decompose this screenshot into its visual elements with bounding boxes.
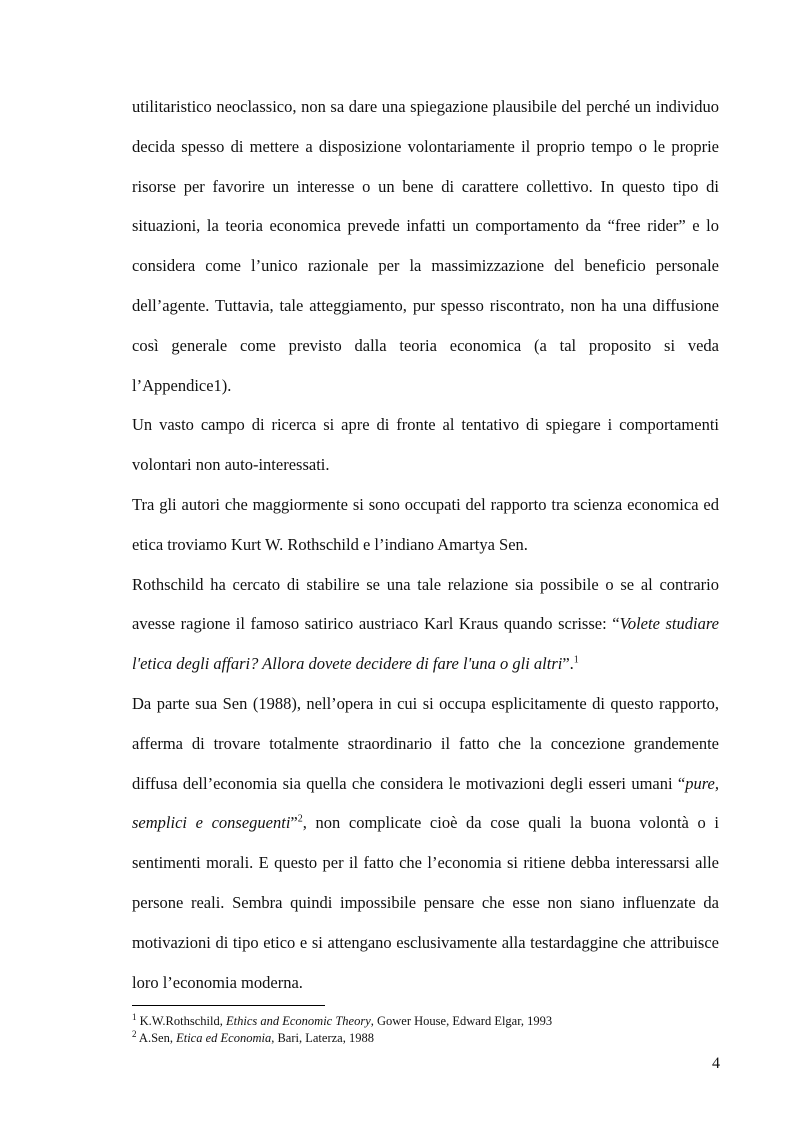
footnote-1-publisher: , Gower House, Edward Elgar, 1993 [370,1014,553,1028]
paragraph-5-rest: , non complicate cioè da cose quali la buona volontà o i sentimenti morali. E questo per il fatto che l’economia si ritiene debba interessarsi alle persone reali. Sembra quindi impossibile pensare che esse non siano influenzate da motivazioni di tipo etico e si attengano esclusivamente alla testardaggine che attribuisce loro l’economia moderna. [132,813,719,992]
footnote-ref-2[interactable]: 2 [297,813,303,825]
footnote-2-number: 2 [132,1028,137,1039]
footnote-1 [132,1013,719,1030]
kraus-quote: Volete studiare l'etica degli affari? Allora dovete decidere di fare l'una o gli altri [132,614,719,674]
footnote-2-publisher: , Bari, Laterza, 1988 [271,1031,374,1045]
paragraph-4 [132,565,719,684]
footnote-separator [132,1005,325,1006]
paragraph-3: Tra gli autori che maggiormente si sono occupati del rapporto tra scienza economica ed etica troviamo Kurt W. Rothschild e l’indiano Amartya Sen. [132,494,719,554]
footnotes [132,1013,719,1047]
page-number: 4 [712,1055,720,1072]
paragraph-1: utilitaristico neoclassico, non sa dare una spiegazione plausibile del perché un individuo decida spesso di mettere a disposizione volontariamente il proprio tempo o le proprie risorse per favorire un interesse o un bene di carattere collettivo. In questo tipo di situazioni, la teoria economica prevede infatti un comportamento da “free rider” e lo considera come l’unico razionale per la massimizzazione del beneficio personale dell’agente. Tuttavia, tale atteggiamento, pur spesso riscontrato, non ha una diffusione così generale come previsto dalla teoria economica (a tal proposito si veda l’Appendice1). [132,97,719,395]
paragraph-2: Un vasto campo di ricerca si apre di fronte al tentativo di spiegare i comportamenti volontari non auto-interessati. [132,415,719,475]
footnote-2 [132,1030,719,1047]
body-text [132,87,719,1002]
paragraph-5-text: Da parte sua Sen (1988), nell’opera in cui si occupa esplicitamente di questo rapporto, afferma di trovare totalmente straordinario il fatto che la concezione grandemente diffusa dell’economia sia quella che considera le motivazioni degli esseri umani “ [132,693,719,793]
footnote-2-title: Etica ed Economia [176,1031,272,1045]
footnote-1-author: K.W.Rothschild, [136,1014,226,1028]
footnote-2-author: A.Sen, [136,1031,177,1045]
sen-quote: pure, semplici e conseguenti [132,773,719,833]
footnote-1-number: 1 [132,1011,137,1022]
paragraph-4-text: Rothschild ha cercato di stabilire se una tale relazione sia possibile o se al contrario avesse ragione il famoso satirico austriaco Karl Kraus quando scrisse: “ [132,574,719,634]
paragraph-5 [132,684,719,1002]
paragraph-5-close-quote: ” [290,813,298,833]
paragraph-4-close-quote: ”. [562,654,574,674]
footnote-1-title: Ethics and Economic Theory [225,1014,371,1028]
footnote-ref-1[interactable]: 1 [573,654,579,666]
